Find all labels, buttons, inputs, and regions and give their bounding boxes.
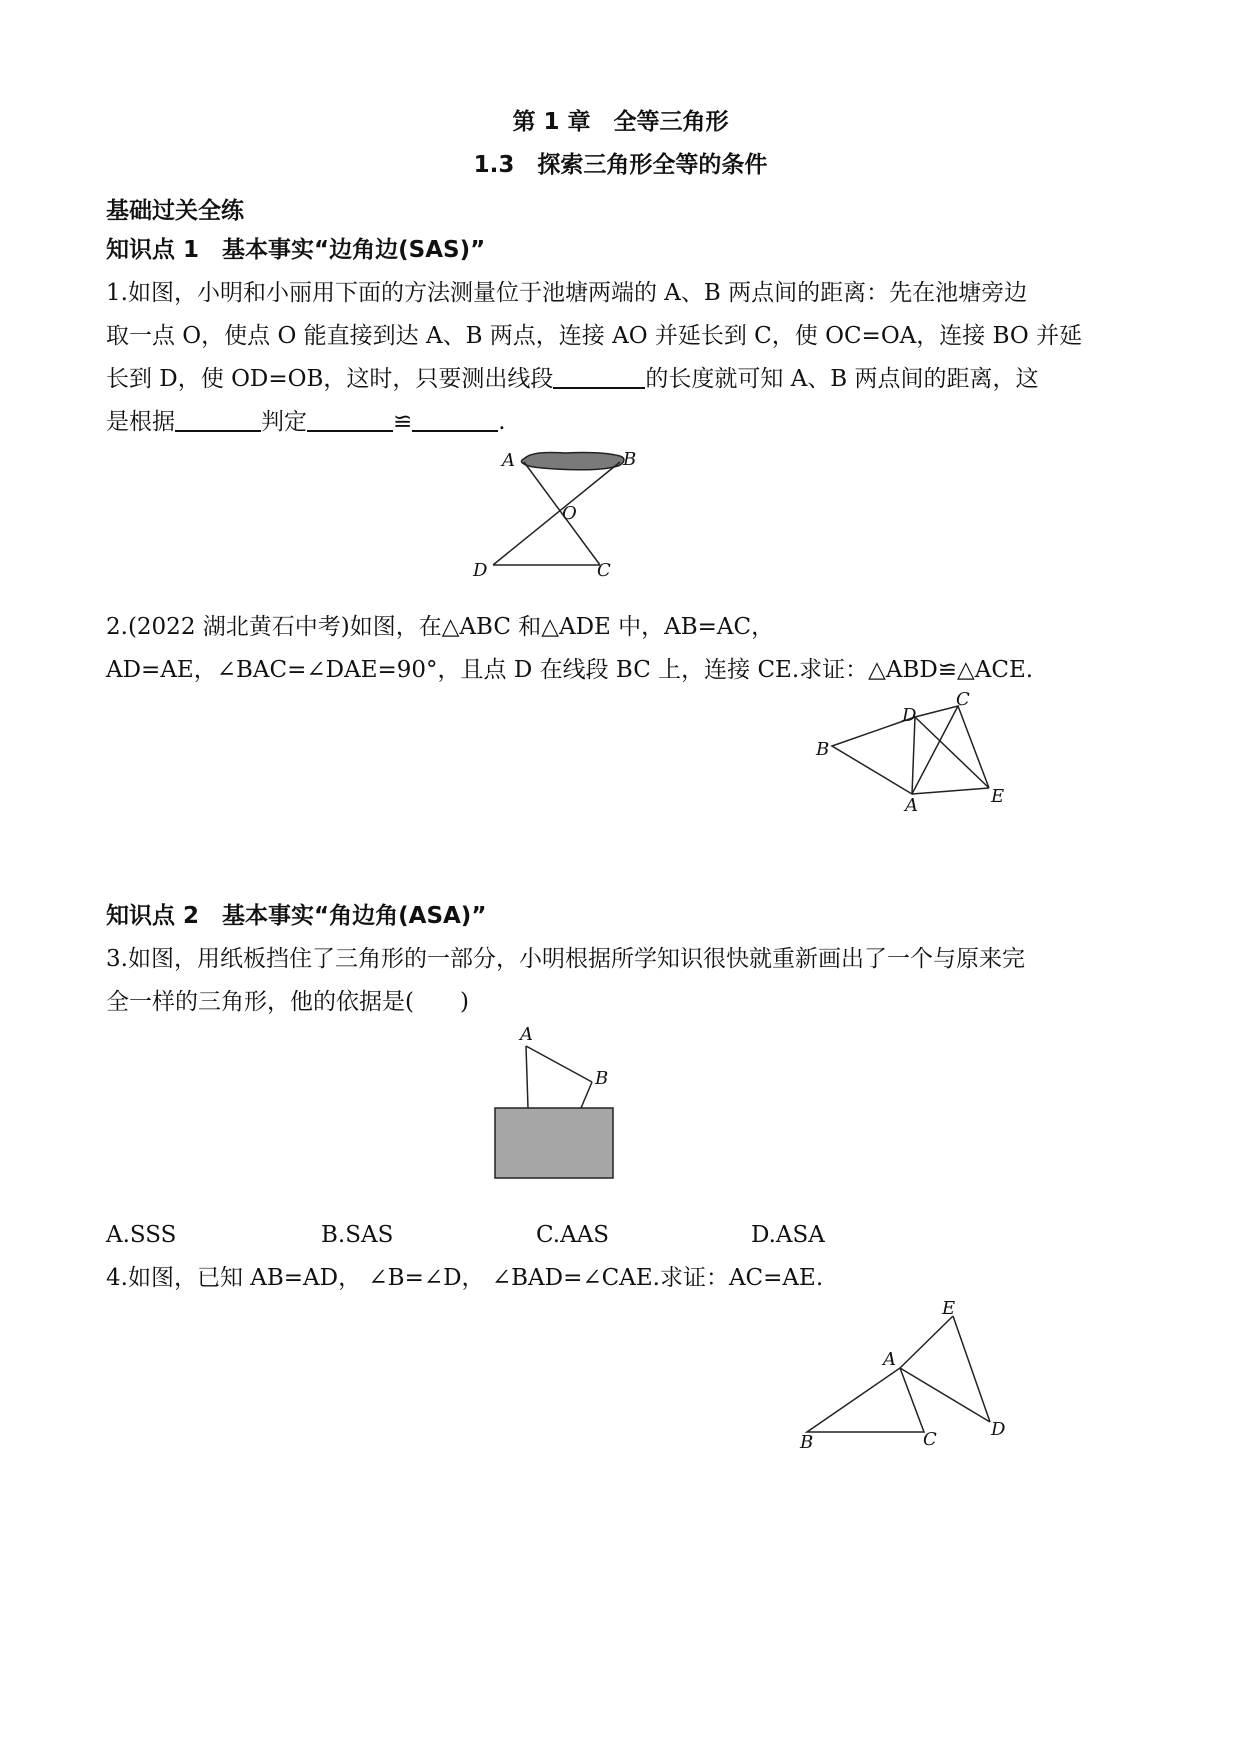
q1-answer-blank-triangle-2[interactable] bbox=[412, 408, 498, 432]
label-d: D bbox=[991, 1419, 1006, 1440]
q2-triangles-figure bbox=[812, 690, 1042, 820]
q1-line-3 bbox=[106, 364, 1039, 394]
option-b[interactable]: B.SAS bbox=[321, 1222, 394, 1248]
option-d[interactable]: D.ASA bbox=[751, 1222, 825, 1248]
label-b: B bbox=[623, 449, 637, 470]
q3-line-1: 3.如图，用纸板挡住了三角形的一部分，小明根据所学知识很快就重新画出了一个与原来完 bbox=[106, 946, 1025, 972]
label-b: B bbox=[816, 739, 830, 760]
segment-c-e bbox=[958, 706, 989, 788]
cardboard bbox=[495, 1108, 613, 1178]
q1-line-2: 取一点 O，使点 O 能直接到达 A、B 两点，连接 AO 并延长到 C，使 OC=OA，连接 BO 并延 bbox=[106, 323, 1083, 349]
chapter-title: 第 1 章 全等三角形 bbox=[512, 109, 729, 135]
q1-answer-blank-basis[interactable] bbox=[175, 408, 261, 432]
segment-a-d bbox=[912, 717, 915, 794]
q1-answer-blank-triangle-1[interactable] bbox=[307, 408, 393, 432]
label-c: C bbox=[597, 560, 611, 581]
label-c: C bbox=[923, 1429, 937, 1450]
label-e: E bbox=[991, 786, 1005, 807]
q2-line-2: AD=AE，∠BAC=∠DAE=90°，且点 D 在线段 BC 上，连接 CE.求证：△ABD≌△ACE. bbox=[106, 657, 1034, 683]
pond-shape bbox=[521, 452, 623, 469]
label-b: B bbox=[800, 1432, 814, 1453]
segment-e-d bbox=[953, 1316, 990, 1422]
segment-a-left bbox=[526, 1046, 528, 1108]
label-d: D bbox=[902, 705, 917, 726]
q1-line-1: 1.如图，小明和小丽用下面的方法测量位于池塘两端的 A、B 两点间的距离：先在池塘旁边 bbox=[106, 280, 1028, 306]
option-a[interactable]: A.SSS bbox=[106, 1222, 177, 1248]
label-c: C bbox=[956, 689, 970, 710]
label-a: A bbox=[905, 795, 918, 816]
q1-line-4 bbox=[106, 407, 506, 437]
segment-a-d bbox=[900, 1368, 990, 1422]
knowledge-point-1-heading: 知识点 1 基本事实“边角边(SAS)” bbox=[106, 237, 486, 263]
q1-line-4-period: . bbox=[498, 409, 506, 435]
knowledge-point-2-heading: 知识点 2 基本事实“角边角(ASA)” bbox=[106, 903, 487, 929]
triangle-abc bbox=[807, 1368, 924, 1432]
label-a: A bbox=[883, 1349, 896, 1370]
q4-triangles-figure bbox=[790, 1295, 1015, 1455]
label-a: A bbox=[520, 1024, 533, 1045]
option-c[interactable]: C.AAS bbox=[536, 1222, 610, 1248]
q3-cardboard-figure bbox=[480, 1020, 630, 1185]
q1-answer-blank-segment[interactable] bbox=[553, 365, 645, 389]
q1-congruent-symbol: ≌ bbox=[393, 409, 413, 435]
q1-line-4-text-b: 判定 bbox=[261, 409, 307, 435]
q4-line-1: 4.如图，已知 AB=AD， ∠B=∠D， ∠BAD=∠CAE.求证：AC=AE. bbox=[106, 1265, 824, 1291]
q2-line-1: 2.(2022 湖北黄石中考)如图，在△ABC 和△ADE 中，AB=AC， bbox=[106, 614, 775, 640]
segment-a-b bbox=[526, 1046, 592, 1082]
segment-a-e bbox=[900, 1316, 953, 1368]
q3-line-2: 全一样的三角形，他的依据是( ) bbox=[106, 989, 469, 1015]
segment-b-down bbox=[581, 1082, 592, 1108]
section-title: 1.3 探索三角形全等的条件 bbox=[473, 152, 768, 178]
label-e: E bbox=[942, 1298, 956, 1319]
q1-line-4-text-a: 是根据 bbox=[106, 409, 175, 435]
label-d: D bbox=[473, 560, 488, 581]
q1-line-3-text-a: 长到 D，使 OD=OB，这时，只要测出线段 bbox=[106, 366, 554, 392]
label-o: O bbox=[562, 503, 577, 524]
label-a: A bbox=[502, 450, 515, 471]
q1-pond-figure bbox=[470, 440, 650, 585]
practice-heading: 基础过关全练 bbox=[106, 198, 244, 224]
triangle-abc bbox=[832, 706, 958, 794]
segment-b-d bbox=[493, 462, 620, 565]
q1-line-3-text-b: 的长度就可知 A、B 两点间的距离，这 bbox=[645, 366, 1039, 392]
segment-a-e bbox=[912, 788, 989, 794]
label-b: B bbox=[595, 1068, 609, 1089]
segment-d-e bbox=[915, 717, 989, 788]
